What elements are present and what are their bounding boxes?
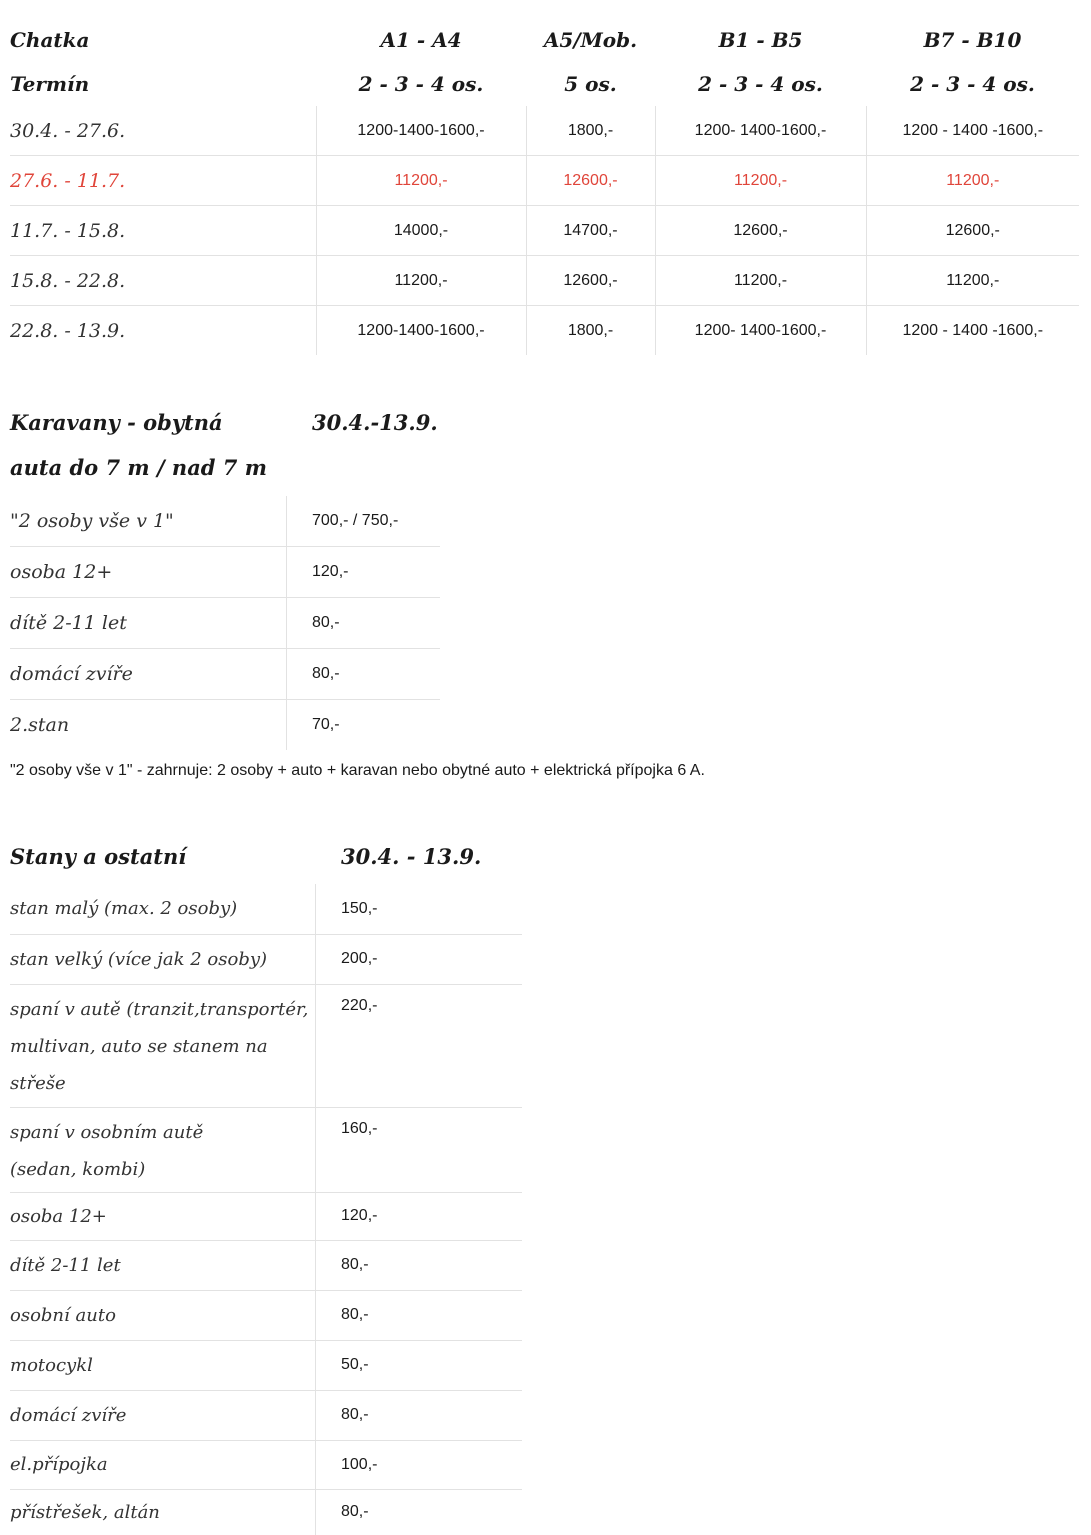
table-row [10, 649, 440, 700]
item-label [10, 984, 316, 1107]
chatky-header-row-2 [10, 62, 1079, 106]
header-termin: Termín [10, 72, 90, 96]
item-label-line: dítě 2-11 let [10, 1254, 121, 1276]
price-cell: 12600,- [526, 256, 655, 306]
table-row [10, 1390, 522, 1440]
header-a1-a4: A1 - A4 [380, 28, 462, 52]
table-row [10, 1340, 522, 1390]
item-price: 150,- [316, 884, 523, 934]
item-price: 80,- [316, 1489, 523, 1535]
chatky-header-row-1 [10, 18, 1079, 62]
table-row [10, 1440, 522, 1489]
item-label [10, 1440, 316, 1489]
karavany-period: 30.4.-13.9. [312, 410, 438, 435]
table-row [10, 547, 440, 598]
item-price: 700,- / 750,- [287, 496, 441, 547]
table-row [10, 884, 522, 934]
term-cell: 11.7. - 15.8. [10, 206, 316, 256]
item-label [10, 1192, 316, 1240]
price-cell: 12600,- [866, 206, 1079, 256]
item-price: 80,- [316, 1240, 523, 1290]
price-cell: 11200,- [316, 256, 526, 306]
chatky-row [10, 206, 1079, 256]
item-price: 100,- [316, 1440, 523, 1489]
table-row [10, 598, 440, 649]
item-label: 2.stan [10, 700, 287, 751]
item-label [10, 934, 316, 984]
header-capacity-a1-a4: 2 - 3 - 4 os. [358, 72, 484, 96]
item-label [10, 1107, 316, 1192]
price-cell: 11200,- [655, 156, 866, 206]
term-cell: 30.4. - 27.6. [10, 119, 126, 142]
chatky-row-highlighted [10, 156, 1079, 206]
item-price: 80,- [287, 598, 441, 649]
table-row [10, 1107, 522, 1192]
price-cell: 1200- 1400-1600,- [655, 306, 866, 356]
header-b1-b5: B1 - B5 [718, 28, 803, 52]
price-cell: 1200 - 1400 -1600,- [866, 106, 1079, 156]
stany-title: Stany a ostatní [10, 843, 187, 869]
karavany-price-table [10, 496, 440, 750]
item-label-line: spaní v autě (tranzit,transportér, [10, 998, 309, 1020]
price-cell: 1200-1400-1600,- [316, 306, 526, 356]
karavany-note: "2 osoby vše v 1" - zahrnuje: 2 osoby + auto + karavan nebo obytné auto + elektrická přípojka 6 A. [10, 762, 705, 779]
chatky-row [10, 106, 1079, 156]
price-cell: 1200-1400-1600,- [316, 106, 526, 156]
item-label [10, 1290, 316, 1340]
header-capacity-b7-b10: 2 - 3 - 4 os. [910, 72, 1035, 96]
item-label-line: el.přípojka [10, 1454, 108, 1475]
item-price: 200,- [316, 934, 523, 984]
item-label: domácí zvíře [10, 649, 287, 700]
item-label-line: stan velký (více jak 2 osoby) [10, 948, 268, 970]
table-row [10, 934, 522, 984]
item-label-line: (sedan, kombi) [10, 1158, 146, 1180]
header-b7-b10: B7 - B10 [923, 28, 1022, 52]
item-label: "2 osoby vše v 1" [10, 510, 174, 532]
item-label [10, 1340, 316, 1390]
price-cell: 14700,- [526, 206, 655, 256]
table-row [10, 1192, 522, 1240]
price-cell: 14000,- [316, 206, 526, 256]
stany-price-table [10, 884, 522, 1535]
item-label-line: spaní v osobním autě [10, 1121, 204, 1143]
item-price: 120,- [287, 547, 441, 598]
price-cell: 1800,- [526, 306, 655, 356]
term-cell: 27.6. - 11.7. [10, 156, 316, 206]
item-label-line: přístřešek, altán [10, 1501, 160, 1523]
header-capacity-b1-b5: 2 - 3 - 4 os. [698, 72, 823, 96]
price-cell: 1800,- [526, 106, 655, 156]
item-label-line: stan malý (max. 2 osoby) [10, 898, 238, 920]
item-label-line: osoba 12+ [10, 1205, 107, 1227]
item-label [10, 884, 316, 934]
item-price: 70,- [287, 700, 441, 751]
karavany-heading [10, 400, 510, 490]
table-row [10, 1240, 522, 1290]
item-label [10, 1240, 316, 1290]
price-cell: 12600,- [655, 206, 866, 256]
table-row [10, 984, 522, 1107]
price-cell: 1200 - 1400 -1600,- [866, 306, 1079, 356]
header-a5-mob: A5/Mob. [543, 28, 638, 52]
item-label [10, 1489, 316, 1535]
table-row [10, 496, 440, 547]
item-price: 220,- [316, 984, 523, 1107]
item-price: 160,- [316, 1107, 523, 1192]
price-cell: 11200,- [866, 256, 1079, 306]
item-price: 80,- [316, 1390, 523, 1440]
header-capacity-a5: 5 os. [564, 72, 617, 96]
table-row [10, 700, 440, 751]
item-label-line: domácí zvíře [10, 1404, 127, 1426]
price-cell: 11200,- [655, 256, 866, 306]
item-label-line: střeše [10, 1072, 66, 1094]
chatky-price-table [10, 18, 1079, 355]
item-price: 80,- [316, 1290, 523, 1340]
item-label-line: multivan, auto se stanem na [10, 1035, 268, 1057]
term-cell: 15.8. - 22.8. [10, 256, 316, 306]
item-price: 80,- [287, 649, 441, 700]
header-chatka: Chatka [10, 28, 90, 52]
item-label: dítě 2-11 let [10, 598, 287, 649]
term-cell: 22.8. - 13.9. [10, 306, 316, 356]
price-cell: 11200,- [316, 156, 526, 206]
item-price: 50,- [316, 1340, 523, 1390]
stany-heading [10, 834, 530, 878]
item-label [10, 1390, 316, 1440]
table-row [10, 1489, 522, 1535]
item-price: 120,- [316, 1192, 523, 1240]
price-cell: 1200- 1400-1600,- [655, 106, 866, 156]
item-label-line: motocykl [10, 1354, 93, 1376]
item-label: osoba 12+ [10, 547, 287, 598]
price-cell: 12600,- [526, 156, 655, 206]
karavany-title: Karavany - obytná [10, 410, 223, 435]
karavany-subtitle: auta do 7 m / nad 7 m [10, 455, 267, 480]
price-cell: 11200,- [866, 156, 1079, 206]
table-row [10, 1290, 522, 1340]
stany-period: 30.4. - 13.9. [341, 843, 482, 869]
chatky-row [10, 306, 1079, 356]
chatky-row [10, 256, 1079, 306]
item-label-line: osobní auto [10, 1304, 116, 1326]
